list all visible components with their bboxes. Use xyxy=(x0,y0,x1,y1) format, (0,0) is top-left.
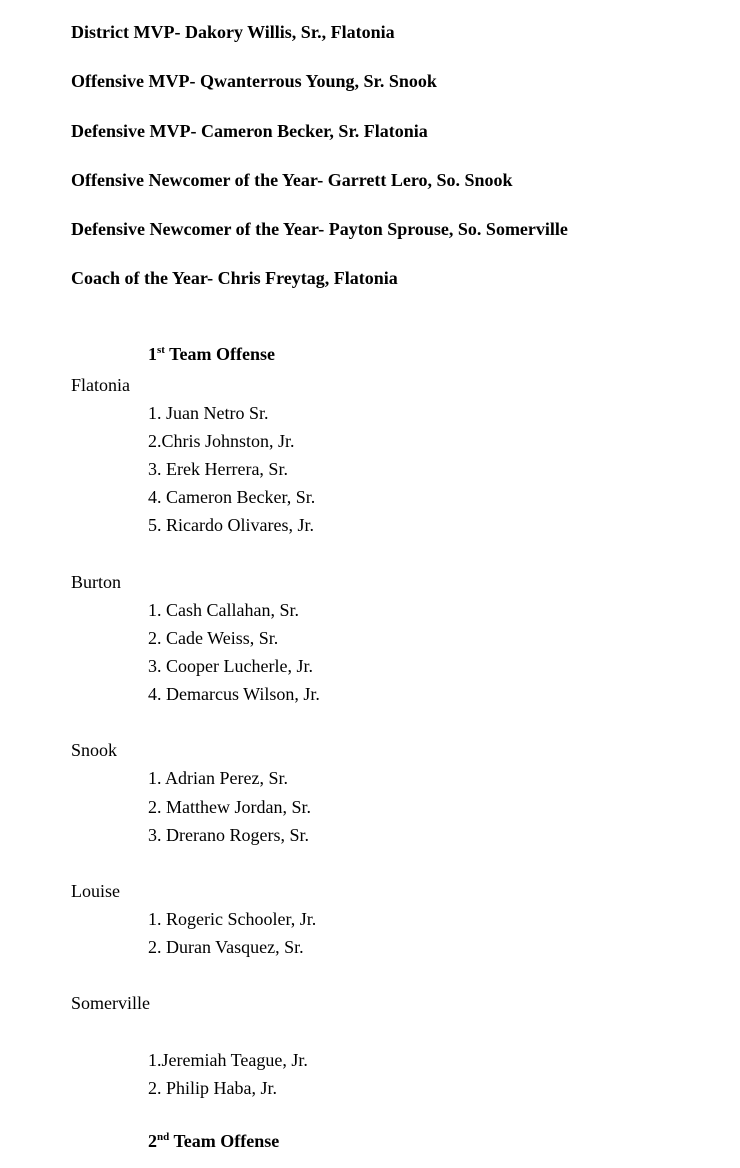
player-row: 1.Jeremiah Teague, Jr. xyxy=(148,1050,308,1070)
second-team-heading xyxy=(148,1131,279,1152)
player-row: 2. Matthew Jordan, Sr. xyxy=(148,797,311,817)
second-team-suffix: nd xyxy=(157,1131,170,1143)
player-row: 2. Cade Weiss, Sr. xyxy=(148,628,279,648)
player-row: 4. Demarcus Wilson, Jr. xyxy=(148,684,320,704)
player-row: 2. Philip Haba, Jr. xyxy=(148,1078,277,1098)
first-team-label: Team Offense xyxy=(169,344,275,364)
award-defensive-mvp: Defensive MVP- Cameron Becker, Sr. Flatonia xyxy=(71,120,428,141)
player-row: 3. Drerano Rogers, Sr. xyxy=(148,825,309,845)
second-team-label: Team Offense xyxy=(173,1131,280,1151)
award-coach-of-year: Coach of the Year- Chris Freytag, Flatonia xyxy=(71,268,398,289)
player-row: 2.Chris Johnston, Jr. xyxy=(148,431,295,451)
awards-list xyxy=(71,19,568,315)
team-name-flatonia: Flatonia xyxy=(71,375,130,395)
team-name-burton: Burton xyxy=(71,572,122,592)
award-defensive-newcomer: Defensive Newcomer of the Year- Payton Sprouse, So. Somerville xyxy=(71,219,568,240)
award-offensive-mvp: Offensive MVP- Qwanterrous Young, Sr. Snook xyxy=(71,71,437,92)
first-team-suffix: st xyxy=(157,344,165,356)
player-row: 1. Juan Netro Sr. xyxy=(148,403,269,423)
team-name-somerville: Somerville xyxy=(71,993,150,1013)
first-team-heading xyxy=(148,344,275,365)
team-name-louise: Louise xyxy=(71,881,120,901)
award-offensive-newcomer: Offensive Newcomer of the Year- Garrett Lero, So. Snook xyxy=(71,169,513,190)
player-row: 5. Ricardo Olivares, Jr. xyxy=(148,515,314,535)
player-row: 3. Cooper Lucherle, Jr. xyxy=(148,656,313,676)
first-team-number: 1 xyxy=(148,344,157,364)
player-row: 1. Rogeric Schooler, Jr. xyxy=(148,909,317,929)
team-name-snook: Snook xyxy=(71,740,118,760)
player-row: 1. Cash Callahan, Sr. xyxy=(148,600,299,620)
player-row: 4. Cameron Becker, Sr. xyxy=(148,487,316,507)
player-row: 1. Adrian Perez, Sr. xyxy=(148,768,288,788)
player-row: 2. Duran Vasquez, Sr. xyxy=(148,937,304,957)
award-district-mvp: District MVP- Dakory Willis, Sr., Flatonia xyxy=(71,22,395,42)
second-team-number: 2 xyxy=(148,1131,157,1151)
player-row: 3. Erek Herrera, Sr. xyxy=(148,459,288,479)
